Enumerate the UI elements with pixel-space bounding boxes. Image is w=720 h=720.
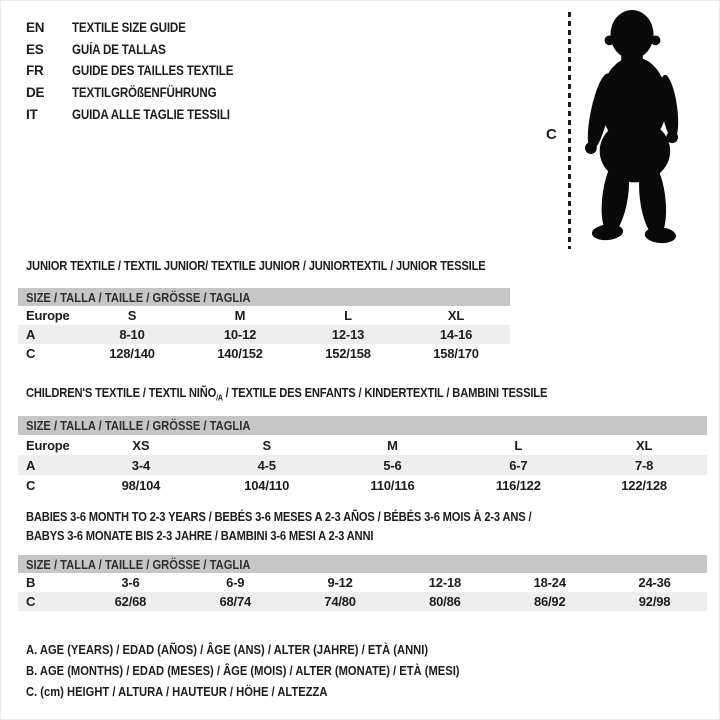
- language-label: TEXTILE SIZE GUIDE: [72, 20, 186, 36]
- table-rows: [18, 435, 707, 495]
- table-cell: 104/110: [244, 477, 290, 493]
- table-title-line: BABYS 3-6 MONATE BIS 2-3 JAHRE / BAMBINI 3-6 MESI A 2-3 ANNI: [26, 528, 374, 543]
- size-header-bar: [18, 416, 707, 435]
- language-code: EN: [26, 20, 45, 36]
- table-cell: 74/80: [324, 594, 356, 609]
- children-table-title: [26, 383, 632, 402]
- babies-table-title: [26, 507, 614, 545]
- table-cell: 122/128: [621, 477, 667, 493]
- table-cell: S: [127, 308, 137, 323]
- table-cell: 7-8: [634, 457, 654, 473]
- table-cell: 14-16: [439, 327, 473, 342]
- table-row: [18, 475, 707, 495]
- table-title-line: CHILDREN'S TEXTILE / TEXTIL $NIÑO_{/A}$ / TEXTILE DES ENFANTS / KINDERTEXTIL / BAMBINI TESSILE: [26, 385, 548, 403]
- table-row: [18, 306, 510, 325]
- table-row: [18, 344, 510, 363]
- footnote-a-text: A. AGE (YEARS) / EDAD (AÑOS) / ÂGE (ANS) / ALTER (JAHRE) / ETÀ (ANNI): [26, 642, 429, 657]
- footnote-b: [26, 663, 530, 679]
- row-label: A: [26, 457, 36, 473]
- height-measure-line: [568, 12, 571, 249]
- language-code: DE: [26, 85, 45, 101]
- table-cell: 5-6: [383, 457, 402, 473]
- language-label: GUÍA DE TALLAS: [72, 41, 166, 57]
- language-code: IT: [26, 106, 38, 122]
- language-row: [26, 82, 260, 104]
- table-cell: 12-18: [428, 575, 462, 590]
- table-cell: 6-9: [226, 575, 245, 590]
- size-header-bar: [18, 288, 510, 306]
- row-label: C: [26, 477, 36, 493]
- table-title-line: BABIES 3-6 MONTH TO 2-3 YEARS / BEBÉS 3-6 MESES A 2-3 AÑOS / BÉBÉS 3-6 MOIS À 2-3 ANS /: [26, 509, 532, 524]
- language-row: [26, 60, 260, 82]
- language-label: GUIDA ALLE TAGLIE TESSILI: [72, 106, 230, 122]
- height-measure-label: C: [546, 126, 557, 143]
- size-header-label: SIZE / TALLA / TAILLE / GRÖSSE / TAGLIA: [26, 289, 251, 305]
- table-cell: 152/158: [325, 346, 371, 361]
- table-row: [18, 573, 707, 592]
- table-cell: 10-12: [223, 327, 257, 342]
- table-row: [18, 435, 707, 455]
- table-cell: 62/68: [114, 594, 147, 609]
- footnote-c-text: C. (cm) HEIGHT / ALTURA / HAUTEUR / HÖHE / ALTEZZA: [26, 684, 328, 699]
- table-title-line: JUNIOR TEXTILE / TEXTIL JUNIOR/ TEXTILE JUNIOR / JUNIORTEXTIL / JUNIOR TESSILE: [26, 258, 486, 273]
- table-cell: XL: [635, 437, 653, 453]
- size-header-label: SIZE / TALLA / TAILLE / GRÖSSE / TAGLIA: [26, 418, 251, 433]
- row-label: C: [26, 346, 36, 361]
- table-rows: [18, 306, 510, 363]
- footnote-c: [26, 684, 377, 700]
- language-row: [26, 103, 260, 125]
- language-code: FR: [26, 63, 44, 79]
- language-code: ES: [26, 41, 44, 57]
- table-cell: L: [344, 308, 352, 323]
- table-cell: 140/152: [217, 346, 263, 361]
- table-cell: 6-7: [509, 457, 528, 473]
- table-cell: XS: [132, 437, 150, 453]
- row-label: B: [26, 575, 36, 590]
- junior-size-table: [18, 288, 510, 363]
- table-cell: 128/140: [109, 346, 155, 361]
- size-header-bar: [18, 555, 707, 573]
- table-cell: 92/98: [638, 594, 671, 609]
- row-label: C: [26, 594, 36, 609]
- table-cell: M: [234, 308, 246, 323]
- junior-table-title: [26, 256, 560, 275]
- footnote-a: [26, 642, 494, 658]
- table-cell: 3-6: [121, 575, 140, 590]
- table-cell: 12-13: [331, 327, 365, 342]
- table-cell: 18-24: [533, 575, 566, 590]
- language-list: [26, 17, 260, 125]
- children-size-table: [18, 416, 707, 495]
- table-cell: 4-5: [257, 457, 276, 473]
- toddler-silhouette-image: [577, 9, 687, 244]
- language-label: TEXTILGRÖßENFÜHRUNG: [72, 85, 217, 101]
- table-cell: L: [514, 437, 523, 453]
- footnote-b-text: B. AGE (MONTHS) / EDAD (MESES) / ÂGE (MOIS) / ALTER (MONATE) / ETÀ (MESI): [26, 663, 460, 678]
- table-cell: 24-36: [638, 575, 671, 590]
- table-cell: 9-12: [327, 575, 353, 590]
- table-row: [18, 455, 707, 475]
- table-cell: S: [262, 437, 271, 453]
- table-cell: 116/122: [495, 477, 541, 493]
- language-row: [26, 39, 260, 61]
- table-cell: 3-4: [131, 457, 150, 473]
- table-rows: [18, 573, 707, 611]
- table-cell: 86/92: [533, 594, 566, 609]
- table-cell: 68/74: [219, 594, 252, 609]
- row-label: A: [26, 327, 36, 342]
- table-cell: M: [387, 437, 398, 453]
- table-cell: 8-10: [119, 327, 145, 342]
- table-cell: XL: [447, 308, 465, 323]
- table-cell: 98/104: [121, 477, 161, 493]
- table-cell: 110/116: [370, 477, 415, 493]
- size-header-label: SIZE / TALLA / TAILLE / GRÖSSE / TAGLIA: [26, 556, 251, 572]
- table-row: [18, 325, 510, 344]
- row-label: Europe: [26, 437, 70, 453]
- language-label: GUIDE DES TAILLES TEXTILE: [72, 63, 234, 79]
- language-row: [26, 17, 260, 39]
- table-cell: 80/86: [429, 594, 461, 609]
- table-row: [18, 592, 707, 611]
- table-cell: 158/170: [433, 346, 479, 361]
- row-label: Europe: [26, 308, 70, 323]
- babies-size-table: [18, 555, 707, 611]
